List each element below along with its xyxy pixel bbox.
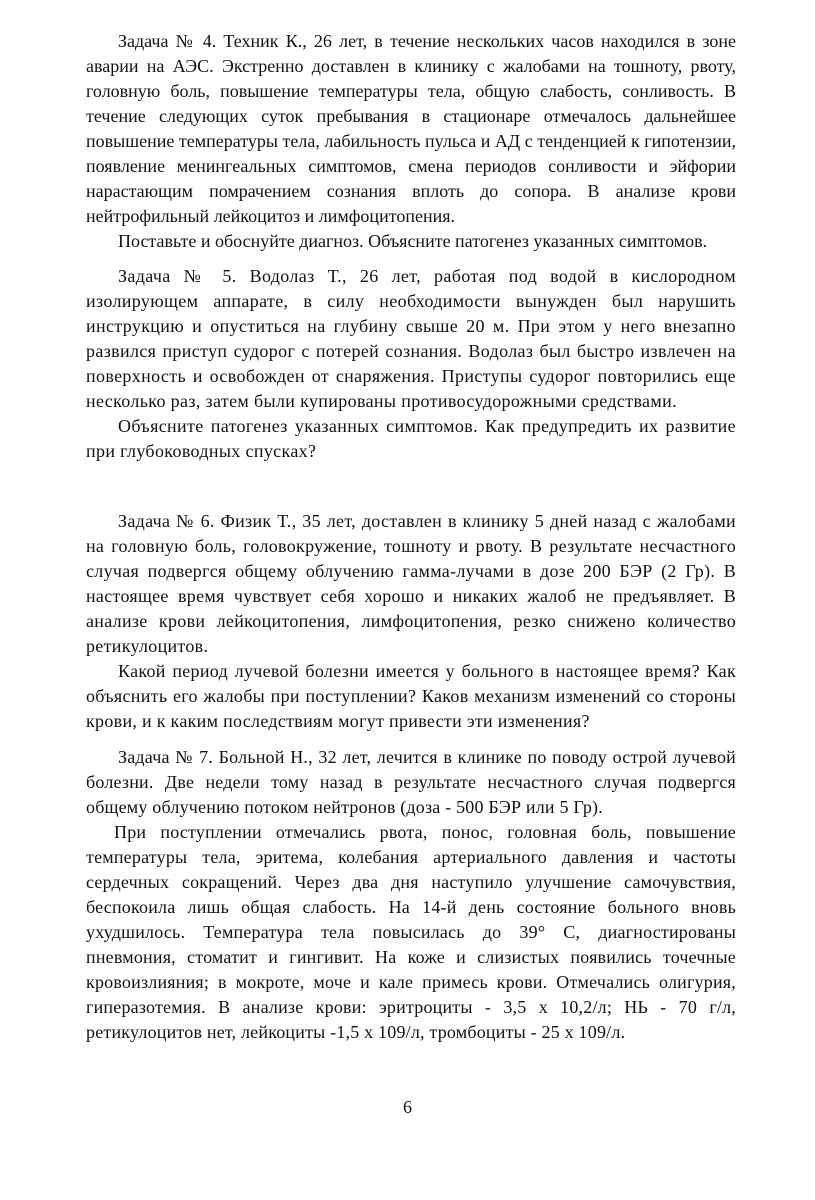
task-6-condition: Задача № 6. Физик Т., 35 лет, доставлен в клинику 5 дней назад с жалобами на головную боль, головокружение, тошноту и рвоту. В результате несчастного случая подвергся общему облучению гамма-лучами в дозе 200 БЭР (2 Гр). В настоящее время чувствует себя хорошо и никаких жалоб не предъявляет. В анализе крови лейкоцитопения, лимфоцитопения, резко снижено количество ретикулоцитов. [86, 511, 736, 656]
task-7-condition: Задача № 7. Больной Н., 32 лет, лечится в клинике по поводу острой лучевой болезни. Две недели тому назад в результате несчастного случая подвергся общему облучению потоком нейтронов (доза - 500 БЭР или 5 Гр). [86, 747, 736, 817]
page-number: 6 [403, 1097, 412, 1117]
task-5-block [86, 264, 736, 464]
task-4-block [86, 29, 736, 254]
task-5-condition: Задача № 5. Водолаз Т., 26 лет, работая под водой в кислородном изолирующем аппарате, в силу необходимости вынужден был нарушить инструкцию и опуститься на глубину свыше 20 м. При этом у него внезапно развился приступ судорог с потерей сознания. Водолаз был быстро извлечен на поверхность и освобожден от снаряжения. Приступы судорог повторились еще несколько раз, затем были купированы противосудорожными средствами. [86, 266, 736, 411]
task-4-condition: Задача № 4. Техник К., 26 лет, в течение нескольких часов находился в зоне аварии на АЭС. Экстренно доставлен в клинику с жалобами на тошноту, рвоту, головную боль, повышение температуры тела, общую слабость, сонливость. В течение следующих суток пребывания в стационаре отмечалось дальнейшее повышение температуры тела, лабильность пульса и АД с тенденцией к гипотензии, появление менингеальных симптомов, смена периодов сонливости и эйфории нарастающим помрачением сознания вплоть до сопора. В анализе крови нейтрофильный лейкоцитоз и лимфоцитопения. [86, 31, 736, 226]
task-6-question: Какой период лучевой болезни имеется у больного в настоящее время? Как объяснить его жалобы при поступлении? Каков механизм изменений со стороны крови, и к каким последствиям могут привести эти изменения? [86, 661, 736, 731]
task-7-details: При поступлении отмечались рвота, понос, головная боль, повышение температуры тела, эритема, колебания артериального давления и частоты сердечных сокращений. Через два дня наступило улучшение самочувствия, беспокоила лишь общая слабость. На 14-й день состояние больного вновь ухудшилось. Температура тела повысилась до 39° С, диагностированы пневмония, стоматит и гингивит. На коже и слизистых появились точечные кровоизлияния; в мокроте, моче и кале примесь крови. Отмечались олигурия, гиперазотемия. В анализе крови: эритроциты - 3,5 х 10,2/л; НЬ - 70 г/л, ретикулоцитов нет, лейкоциты -1,5 х 109/л, тромбоциты - 25 х 109/л. [86, 822, 736, 1042]
task-7-block [86, 745, 736, 1045]
task-5-question: Объясните патогенез указанных симптомов. Как предупредить их развитие при глубоководных спусках? [86, 416, 736, 461]
task-6-block [86, 509, 736, 734]
task-4-question: Поставьте и обоснуйте диагноз. Объясните патогенез указанных симптомов. [118, 231, 708, 251]
